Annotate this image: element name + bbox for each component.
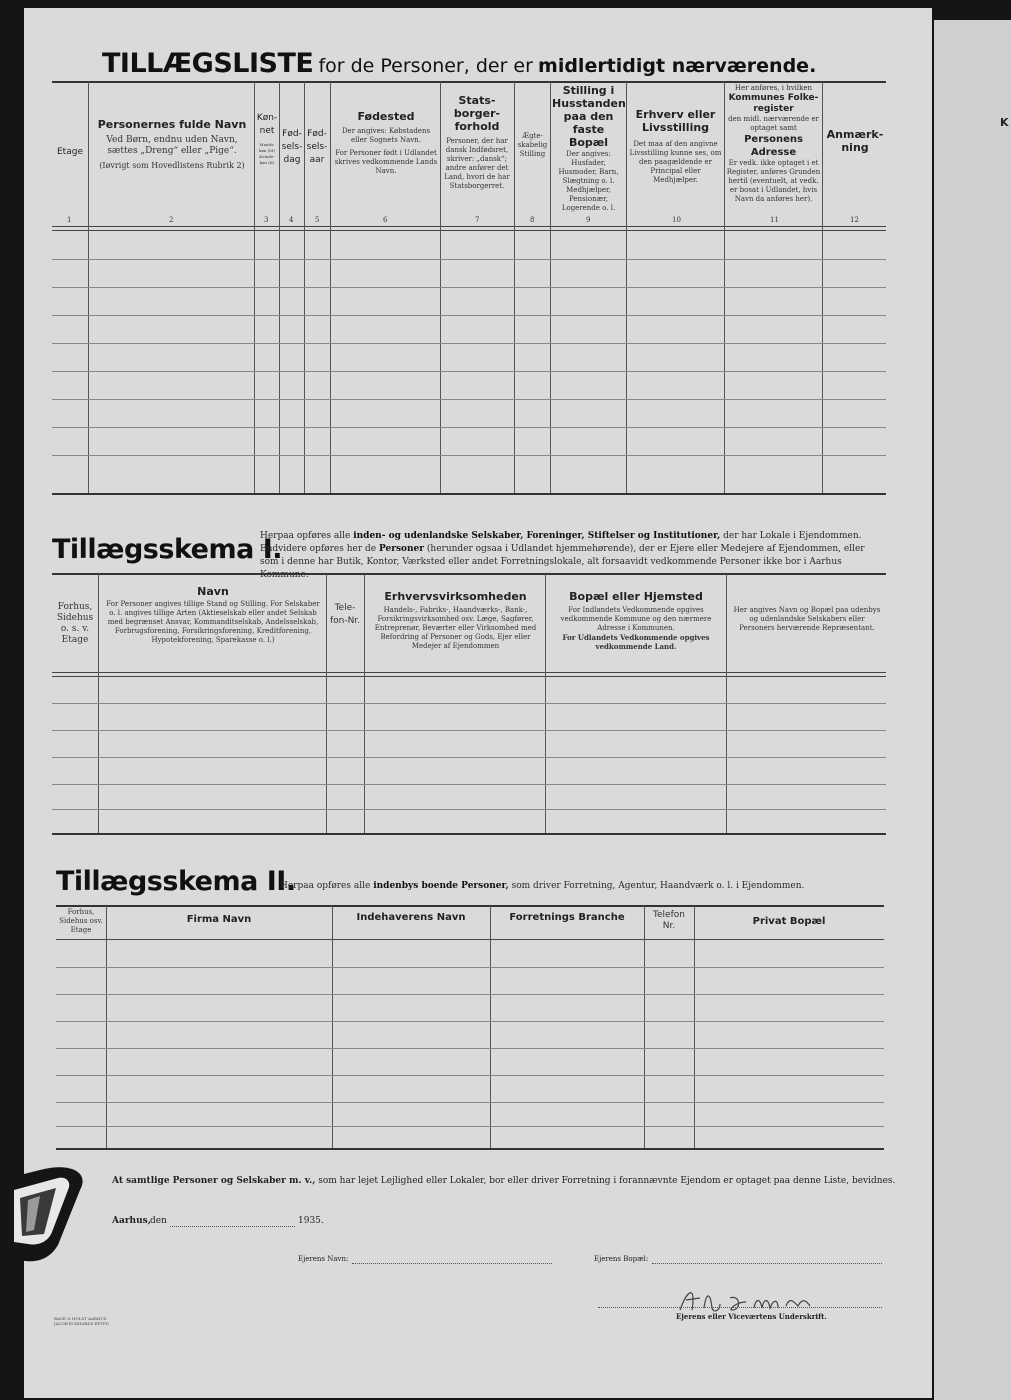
skema2-row-line [56, 967, 884, 968]
skema2-col-etage: Forhus, Sidehus osv. Etage [59, 908, 103, 934]
table1-row-line [52, 455, 886, 456]
col-number: 11 [770, 216, 779, 224]
col-number: 4 [289, 216, 294, 224]
table1-bottom-rule [52, 493, 886, 495]
table1-header-rule [52, 226, 886, 227]
col-register-header: Her anføres, i hvilken Kommunes Folke-register den midl. nærværende er optaget samt Personens Adresse Er vedk. ikke optaget i et Register, anføres Grunden hertil (eventuelt, at vedk. er bosat i Udlandet, hvis Navn da anføres her). [726, 84, 821, 203]
year-label: 1935. [298, 1216, 324, 1226]
table1-row-line [52, 287, 886, 288]
title-main: TILLÆGSLISTE [102, 48, 314, 79]
skema1-title: Tillægsskema I. [52, 534, 283, 565]
skema1-header-rule-2 [52, 676, 886, 677]
page-title [102, 48, 816, 79]
skema2-col-phone: Telefon Nr. [653, 910, 685, 931]
col-birthplace-header: Fødested Der angives: Købstadens eller Sognets Navn. For Personer født i Udlandet skrives vedkommende Lands Navn. [334, 110, 438, 175]
skema2-col-firm: Firma Navn [186, 914, 252, 925]
skema1-col-phone: Tele-fon-Nr. [329, 603, 361, 626]
skema2-row-line [56, 1075, 884, 1076]
skema2-divider [106, 906, 107, 1148]
owner-name-line[interactable] [352, 1263, 552, 1264]
skema2-col-branch: Forretnings Branche [509, 912, 625, 923]
col-number: 6 [383, 216, 388, 224]
binder-clip [0, 1160, 88, 1270]
skema1-col-name: Navn For Personer angives tillige Stand og Stilling. For Selskaber o. l. angives tillige Arten (Aktieselskab eller andet Selskab med begrænset Ansvar, Kommanditselskab, Andelsselskab, Forbrugsforening, Forsikringsforening, Kreditforening, Hypotekforening, Sparekasse o. l.) [106, 585, 320, 644]
attestation-statement: At samtlige Personer og Selskaber m. v., som har lejet Lejlighed eller Lokaler, bor eller driver Forretning i forannævnte Ejendom er optaget paa denne Liste, bevidnes. [112, 1176, 896, 1186]
skema2-divider [694, 906, 695, 1148]
skema1-row-line [52, 730, 886, 731]
skema2-col-owner: Indehaverens Navn [356, 912, 466, 923]
skema2-col-private: Privat Bopæl [752, 916, 826, 927]
col-birthyear-header: Fød-sels-aar [306, 129, 328, 165]
table1-row-line [52, 343, 886, 344]
skema1-col-representative: Her angives Navn og Bopæl paa udenbys og udenlandske Selskabers eller Personers herværende Repræsentant. [733, 606, 881, 632]
date-line[interactable] [170, 1226, 295, 1227]
col-number: 1 [67, 216, 72, 224]
skema2-divider [644, 906, 645, 1148]
skema1-top-rule [52, 573, 886, 575]
skema2-row-line [56, 1126, 884, 1127]
col-occupation-header: Erhverv eller Livsstilling Det maa af den angivne Livsstilling kunne ses, om den paagældende er Principal eller Medhjælper. [629, 108, 722, 184]
adjacent-page-fragment: K [1000, 116, 1009, 129]
signature-label: Ejerens eller Viceværtens Underskrift. [676, 1312, 827, 1321]
col-number: 10 [672, 216, 681, 224]
col-number: 2 [169, 216, 174, 224]
skema2-divider [490, 906, 491, 1148]
place-label: Aarhus, [112, 1216, 151, 1226]
col-remarks-header: Anmærk-ning [826, 128, 884, 154]
table1-row-line [52, 259, 886, 260]
col-birthday-header: Fød-sels-dag [281, 129, 303, 165]
col-marital-header: Ægte-skabelig Stilling [517, 132, 548, 158]
skema2-top-rule [56, 905, 884, 907]
table1-top-rule [52, 81, 886, 83]
printer-imprint: BAGE & HOLST AARHUS JACOB ECKHARDS EFTFG [54, 1316, 109, 1326]
date-label: den [150, 1216, 167, 1226]
col-number: 8 [530, 216, 535, 224]
skema2-title: Tillægsskema II. [56, 866, 296, 897]
table1-row-line [52, 315, 886, 316]
skema2-row-line [56, 1021, 884, 1022]
signature-line[interactable] [598, 1307, 882, 1308]
col-number: 3 [264, 216, 269, 224]
col-household-header: Stilling i Husstanden paa den faste Bopæl Der angives: Husfader, Husmoder, Barn, Slægtning o. l. Medhjælper, Pensionær, Logerende o. l. [552, 84, 626, 212]
table1-row-line [52, 427, 886, 428]
skema2-row-line [56, 1102, 884, 1103]
skema1-header-rule [52, 672, 886, 673]
skema1-row-line [52, 703, 886, 704]
skema2-header-rule [56, 939, 884, 940]
skema2-row-line [56, 994, 884, 995]
skema2-bottom-rule [56, 1148, 884, 1150]
col-number: 9 [586, 216, 591, 224]
skema1-bottom-rule [52, 833, 886, 835]
skema2-description: Herpaa opføres alle indenbys boende Personer, som driver Forretning, Agentur, Haandværk o. l. i Ejendommen. [280, 881, 805, 891]
skema1-col-etage: Forhus, Sidehus o. s. v. Etage [56, 602, 94, 645]
skema1-col-residence: Bopæl eller Hjemsted For Indlandets Vedkommende opgives vedkommende Kommune og den nærmere Adresse i Kommunen. For Udlandets Vedkommende opgives vedkommende Land. [560, 590, 712, 651]
col-number: 7 [475, 216, 480, 224]
col-number: 5 [315, 216, 320, 224]
skema1-row-line [52, 809, 886, 810]
table1-header-rule-2 [52, 230, 886, 231]
table1-row-line [52, 399, 886, 400]
owner-address-label: Ejerens Bopæl: [594, 1255, 649, 1263]
skema2-divider [332, 906, 333, 1148]
skema1-col-business: Erhvervsvirksomheden Handels-, Fabriks-, Haandværks-, Bank-, Forsikringsvirksomhed osv. Læge, Sagfører, Entreprenør, Beværter eller Virksomhed med Befordring af Personer og Gods, Ejer eller Medejer af Ejendommen [374, 590, 537, 650]
table1-row-line [52, 371, 886, 372]
owner-name-label: Ejerens Navn: [298, 1255, 349, 1263]
skema1-row-line [52, 757, 886, 758]
owner-address-line[interactable] [652, 1263, 882, 1264]
title-middle: for de Personer, der er [318, 55, 533, 77]
skema1-description: Herpaa opføres alle inden- og udenlandske Selskaber, Foreninger, Stiftelser og Institutioner, der har Lokale i Ejendommen. Endvidere opføres her de Personer (herunder ogsaa i Udlandet hjemmehørende), der er Ejere eller Medejere af Ejendommen, eller som i denne har Butik, Kontor, Værksted eller andet Forretningslokale, alt forsaavidt vedkommende Personer ikke bor i Aarhus Kommune. [260, 531, 865, 580]
title-bold: midlertidigt nærværende. [538, 55, 817, 77]
col-name-header: Personernes fulde Navn Ved Børn, endnu uden Navn, sættes „Dreng“ eller „Pige“. (Iøvrigt som Hovedlistens Rubrik 2) [97, 118, 247, 170]
adjacent-page [934, 20, 1011, 1400]
col-sex-header: Køn-net Mands-køn (M) Kvinde-køn (K) [256, 113, 278, 165]
col-number: 12 [850, 216, 859, 224]
col-etage-header: Etage [57, 147, 83, 157]
col-citizenship-header: Stats-borger-forhold Personer, der har dansk Indfødsret, skriver: „dansk“; andre anfører det Land, hvori de har Statsborgerret. [444, 94, 510, 190]
skema1-row-line [52, 784, 886, 785]
skema2-row-line [56, 1048, 884, 1049]
